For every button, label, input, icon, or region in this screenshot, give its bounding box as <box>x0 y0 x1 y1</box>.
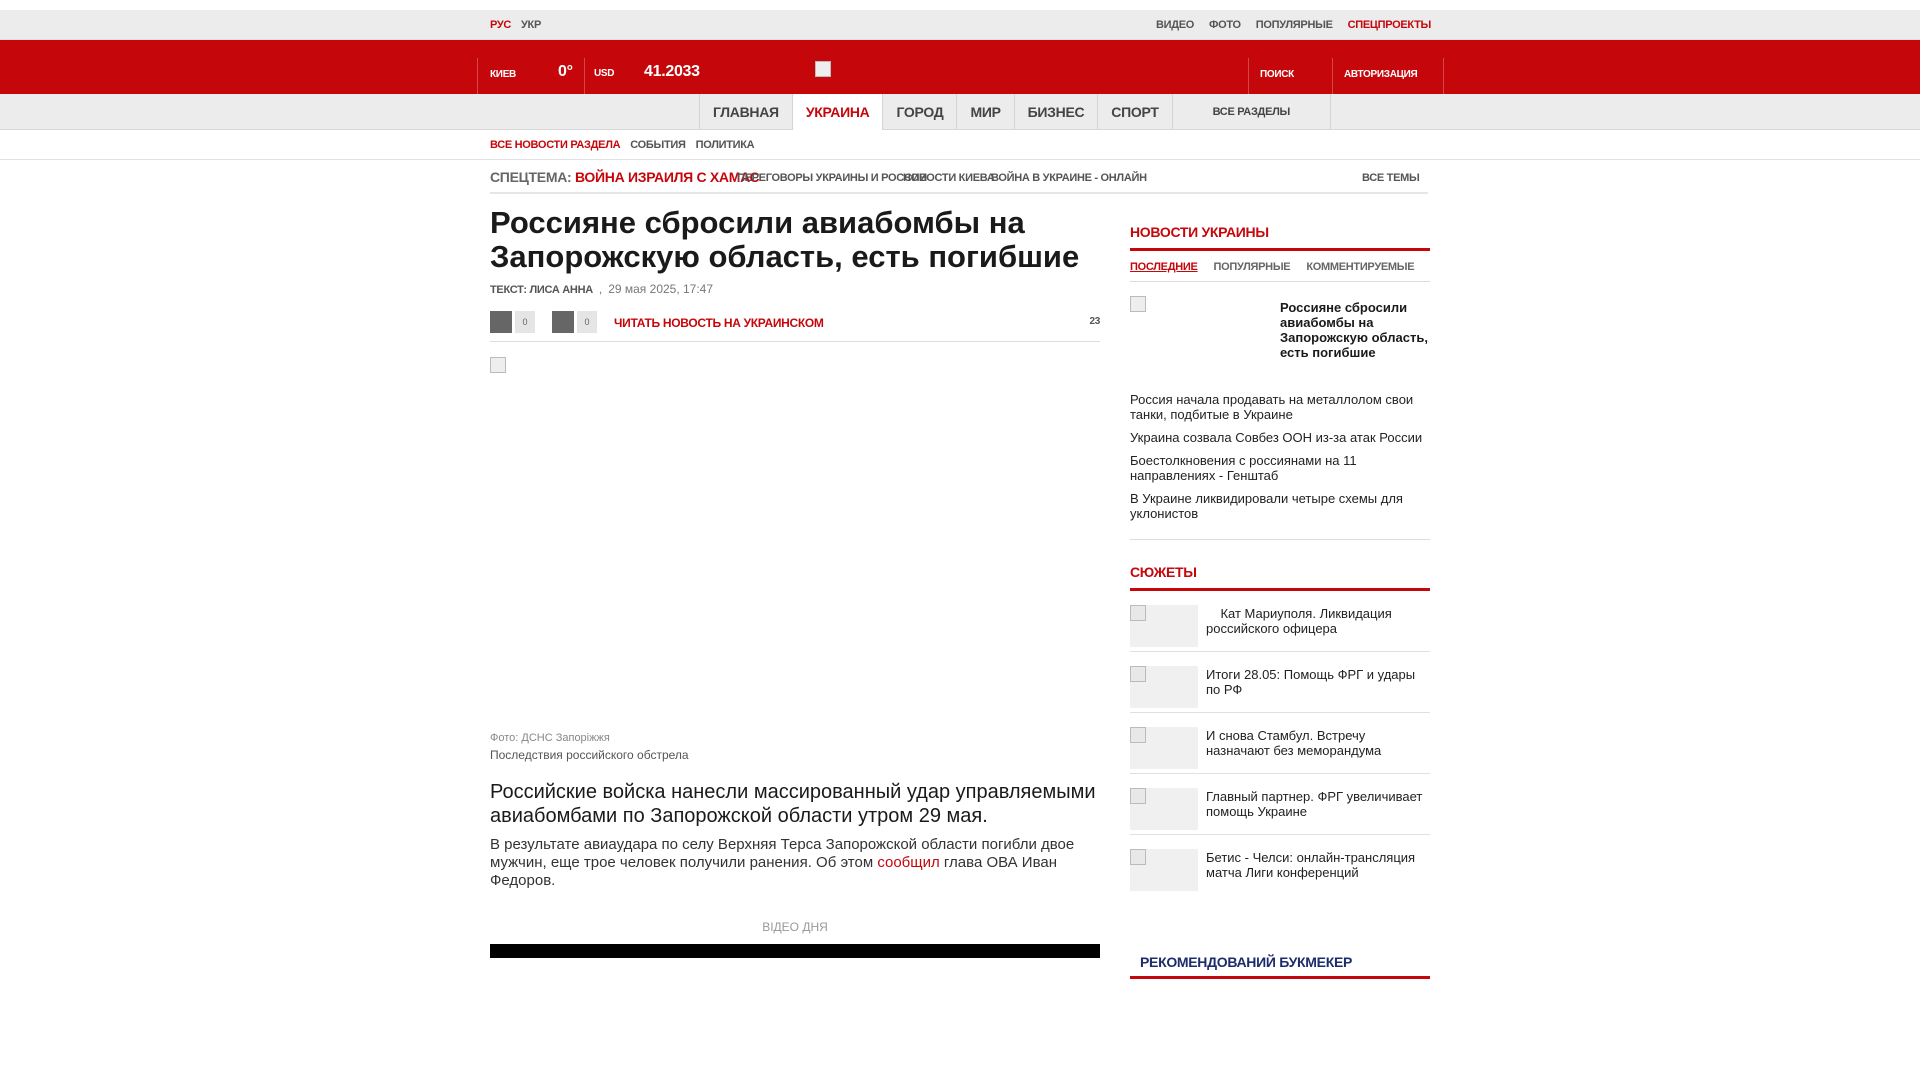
article-lead: Российские войска нанесли массированный удар управляемыми авиабомбами по Запорожской области утром 29 мая. <box>490 781 1096 827</box>
lang-ua-link[interactable]: УКР <box>521 19 541 31</box>
search-link[interactable]: ПОИСК <box>1260 69 1294 80</box>
sub-nav <box>0 130 1920 160</box>
nav-world[interactable]: МИР <box>956 94 1013 130</box>
video-of-day-label: ВІДЕО ДНЯ <box>762 920 828 934</box>
site-header <box>0 40 1920 94</box>
story-image[interactable] <box>1130 605 1198 647</box>
nav-ukraine[interactable]: УКРАИНА <box>792 94 883 130</box>
list-item[interactable]: Украина созвала Совбез ООН из-за атак России <box>1130 430 1423 445</box>
nav-home[interactable]: ГЛАВНАЯ <box>699 94 792 130</box>
story-item[interactable] <box>1130 652 1430 713</box>
telegram-share-icon[interactable] <box>552 311 574 333</box>
currency-rate: 41.2033 <box>644 63 700 80</box>
login-link[interactable]: АВТОРИЗАЦИЯ <box>1344 69 1418 80</box>
featured-news-image[interactable] <box>1130 296 1146 312</box>
list-item[interactable]: Боестолкновения с россиянами на 11 направлениях - Генштаб <box>1130 453 1357 483</box>
main-nav <box>0 94 1920 130</box>
share-bar <box>490 296 1100 342</box>
nav-all-sections[interactable]: ВСЕ РАЗДЕЛЫ <box>1172 94 1331 130</box>
topic-war-online[interactable]: ВОЙНА В УКРАИНЕ - ОНЛАЙН <box>991 172 1147 184</box>
read-in-ukrainian-link[interactable]: ЧИТАТЬ НОВОСТЬ НА УКРАИНСКОМ <box>614 316 824 330</box>
story-image[interactable] <box>1130 788 1198 830</box>
nav-sport[interactable]: СПОРТ <box>1097 94 1171 130</box>
currency-label: USD <box>594 68 615 79</box>
site-logo[interactable] <box>815 61 831 77</box>
tab-latest[interactable]: ПОСЛЕДНИЕ <box>1130 261 1198 273</box>
subnav-events[interactable]: СОБЫТИЯ <box>630 139 686 151</box>
photo-source: Фото: ДСНС Запоріжжя <box>490 732 610 744</box>
story-image[interactable] <box>1130 727 1198 769</box>
facebook-share-icon[interactable] <box>490 311 512 333</box>
article-author[interactable]: ТЕКСТ: ЛИСА АННА <box>490 284 593 296</box>
story-item[interactable] <box>1130 713 1430 774</box>
lang-ru-link[interactable]: РУС <box>490 19 512 31</box>
top-bar <box>0 10 1920 40</box>
video-link[interactable]: ВИДЕО <box>1155 19 1195 31</box>
temperature-value: 0° <box>558 63 573 80</box>
views-count: 23 <box>1089 316 1100 327</box>
article-photo <box>490 342 1100 732</box>
spectema-label: СПЕЦТЕМА: ВОЙНА ИЗРАИЛЯ С ХАМАС <box>490 169 760 185</box>
subnav-all-news[interactable]: ВСЕ НОВОСТИ РАЗДЕЛА <box>490 139 621 151</box>
video-player[interactable] <box>490 944 1100 958</box>
topic-all[interactable]: ВСЕ ТЕМЫ <box>1362 172 1420 184</box>
nav-city[interactable]: ГОРОД <box>882 94 956 130</box>
featured-news[interactable] <box>1130 282 1430 392</box>
topic-kyiv-news[interactable]: НОВОСТИ КИЕВА <box>903 172 995 184</box>
story-image[interactable] <box>1130 666 1198 708</box>
topic-negotiations[interactable]: ПЕРЕГОВОРЫ УКРАИНЫ И РОССИИ <box>737 172 927 184</box>
stories-section <box>1130 564 1430 896</box>
stories-title[interactable]: СЮЖЕТЫ <box>1130 564 1430 591</box>
featured-news-title[interactable]: Россияне сбросили авиабомбы на Запорожскую область, есть погибшие <box>1280 300 1428 360</box>
nav-business[interactable]: БИЗНЕС <box>1014 94 1098 130</box>
facebook-share-count: 0 <box>515 311 535 333</box>
list-item[interactable]: В Украине ликвидировали четыре схемы для уклонистов <box>1130 491 1403 521</box>
tab-popular[interactable]: ПОПУЛЯРНЫЕ <box>1213 261 1291 273</box>
story-title[interactable]: Главный партнер. ФРГ увеличивает помощь Украине <box>1206 789 1423 819</box>
story-title[interactable]: И снова Стамбул. Встречу назначают без меморандума <box>1206 728 1382 758</box>
story-image[interactable] <box>1130 849 1198 891</box>
article-body: В результате авиаудара по селу Верхняя Терса Запорожской области погибли двое мужчин, еще трое человек получили ранения. Об этом сообщил глава ОВА Иван Федоров. <box>490 836 1075 889</box>
tab-commented[interactable]: КОММЕНТИРУЕМЫЕ <box>1306 261 1415 273</box>
article-date: 29 мая 2025, 17:47 <box>608 282 714 296</box>
story-title[interactable]: Итоги 28.05: Помощь ФРГ и удары по РФ <box>1206 667 1416 697</box>
telegram-share-count: 0 <box>577 311 597 333</box>
story-item[interactable] <box>1130 591 1430 652</box>
ukraine-news-title[interactable]: НОВОСТИ УКРАИНЫ <box>1130 224 1430 251</box>
story-item[interactable] <box>1130 835 1430 896</box>
spectema-main-link[interactable]: ВОЙНА ИЗРАИЛЯ С ХАМАС <box>574 169 760 185</box>
special-topics-bar <box>490 160 1428 194</box>
bookmaker-title: РЕКОМЕНДОВАНИЙ БУКМЕКЕР <box>1130 954 1430 979</box>
story-item[interactable] <box>1130 774 1430 835</box>
story-title[interactable]: Бетис - Челси: онлайн-трансляция матча Лиги конференций <box>1206 850 1416 880</box>
source-link[interactable]: сообщил <box>877 854 940 871</box>
photo-caption: Последствия российского обстрела <box>490 748 689 762</box>
news-list <box>1130 392 1430 540</box>
special-projects-link[interactable]: СПЕЦПРОЕКТЫ <box>1347 19 1431 31</box>
photo-link[interactable]: ФОТО <box>1209 19 1241 31</box>
article: Россияне сбросили авиабомбы на Запорожскую область, есть погибшие ТЕКСТ: ЛИСА АННА , 29 мая 2025, 17:47 0 0 ЧИТАТЬ НОВОСТЬ НА УКРАИНСКОМ 23 Фото: ДСНС Запоріжжя Последствия российского обстрела Российские войска нанесли массированный удар управляемыми авиабомбами по Запорожской области утром 29 мая. В результате авиаудара по селу Верхняя Терса Запорожской области погибли двое мужчин, еще трое человек получили ранения. Об этом сообщил глава ОВА Иван Федоров. ВІДЕО ДНЯ <box>490 200 1100 958</box>
broken-image-icon <box>490 357 506 373</box>
popular-link[interactable]: ПОПУЛЯРНЫЕ <box>1255 19 1333 31</box>
city-label: КИЕВ <box>490 69 516 80</box>
list-item[interactable]: Россия начала продавать на металлолом свои танки, подбитые в Украине <box>1130 392 1414 422</box>
story-title[interactable]: Кат Мариуполя. Ликвидация российского офицера <box>1206 606 1392 636</box>
sidebar <box>1130 220 1430 979</box>
subnav-politics[interactable]: ПОЛИТИКА <box>695 139 755 151</box>
article-title: Россияне сбросили авиабомбы на Запорожскую область, есть погибшие <box>490 205 1080 274</box>
